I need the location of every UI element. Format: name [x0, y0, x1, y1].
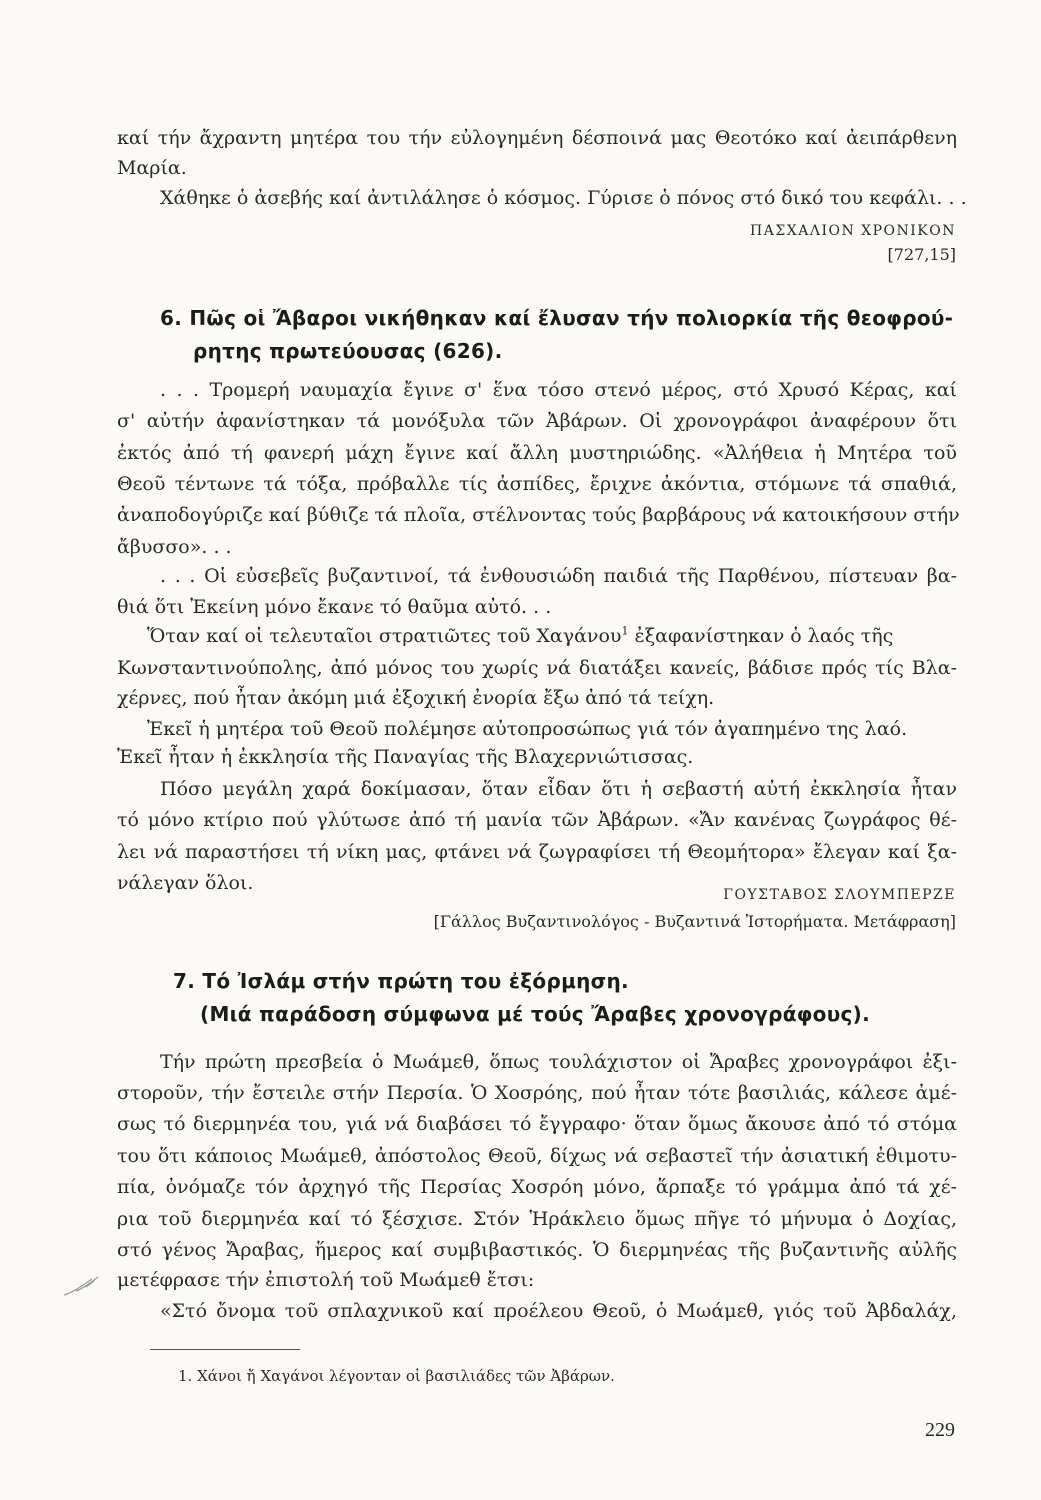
text-line: του ὅτι κάποιος Μωάμεθ, ἀπόστολος Θεοῦ, δίχως νά σεβαστεῖ τήν ἀσιατική ἐθιμοτυ-: [117, 1145, 957, 1167]
text-line: Ἐκεῖ ἡ μητέρα τοῦ Θεοῦ πολέμησε αὐτοπροσώπως γιά τόν ἀγαπημένο της λαό.: [147, 718, 908, 740]
text-line: Ἐκεῖ ἦταν ἡ ἐκκλησία τῆς Παναγίας τῆς Βλαχερνιώτισσας.: [117, 746, 694, 768]
text-line: Χάθηκε ὁ ἀσεβής καί ἀντιλάλησε ὁ κόσμος. Γύρισε ὁ πόνος στό δικό του κεφάλι. . .: [160, 187, 967, 209]
text-line: πία, ὀνόμαζε τόν ἀρχηγό τῆς Περσίας Χοσρόη μόνο, ἅρπαξε τό γράμμα ἀπό τά χέ-: [117, 1176, 957, 1198]
page-number: 229: [925, 1419, 955, 1441]
text-line: σ' αὐτήν ἀφανίστηκαν τά μονόξυλα τῶν Ἀβάρων. Οἱ χρονογράφοι ἀναφέρουν ὅτι: [117, 410, 957, 432]
footnote-marker: 1: [621, 624, 629, 638]
text-line: . . . Τρομερή ναυμαχία ἔγινε σ' ἕνα τόσο στενό μέρος, στό Χρυσό Κέρας, καί: [160, 379, 957, 401]
section-heading: ρητης πρωτεύουσας (626).: [193, 339, 503, 363]
text-line: . . . Οἱ εὐσεβεῖς βυζαντινοί, τά ἐνθουσιώδη παιδιά τῆς Παρθένου, πίστευαν βα-: [160, 565, 957, 587]
text-line: στοροῦν, τήν ἔστειλε στήν Περσία. Ὁ Χοσρόης, πού ἦταν τότε βασιλιάς, κάλεσε ἀμέ-: [117, 1082, 957, 1104]
section-heading: 7. Τό Ἰσλάμ στήν πρώτη του ἐξόρμηση.: [173, 969, 629, 993]
text-line: μετέφρασε τήν ἐπιστολή τοῦ Μωάμεθ ἔτσι:: [117, 1269, 535, 1291]
text-fragment: ἐξαφανίστηκαν ὁ λαός τῆς: [628, 625, 894, 647]
text-line: Κωνσταντινούπολης, ἀπό μόνος του χωρίς νά διατάξει κανείς, βάδισε πρός τίς Βλα-: [117, 657, 957, 679]
text-line: ἐκτός ἀπό τή φανερή μάχη ἔγινε καί ἄλλη μυστηριώδης. «Ἀλήθεια ἡ Μητέρα τοῦ: [117, 442, 957, 464]
text-line: στό γένος Ἄραβας, ἥμερος καί συμβιβαστικός. Ὁ διερμηνέας τῆς βυζαντινῆς αὐλῆς: [117, 1239, 957, 1261]
text-line: ρια τοῦ διερμηνέα καί τό ξέσχισε. Στόν Ἡράκλειο ὅμως πῆγε τό μήνυμα ὁ Δοχίας,: [117, 1208, 957, 1230]
source-attribution: ΠΑΣΧΑΛΙΟΝ ΧΡΟΝΙΚΟΝ: [750, 223, 956, 239]
text-line: καί τήν ἄχραντη μητέρα του τήν εὐλογημένη δέσποινά μας Θεοτόκο καί ἀειπάρθενη: [117, 127, 957, 149]
section-heading: 6. Πῶς οἱ Ἄβαροι νικήθηκαν καί ἔλυσαν τήν πολιορκία τῆς θεοφρού-: [160, 306, 954, 330]
text-line: Μαρία.: [117, 157, 187, 179]
pencil-mark-icon: [62, 1273, 104, 1299]
text-line: [147, 624, 893, 648]
text-line: χέρνες, πού ἦταν ἀκόμη μιά ἐξοχική ἐνορία ἔξω ἀπό τά τείχη.: [117, 687, 715, 709]
text-line: ἀναποδογύριζε καί βύθιζε τά πλοῖα, στέλνοντας τούς βαρβάρους νά κατοικήσουν στήν: [117, 504, 960, 526]
text-line: τό μόνο κτίριο πού γλύτωσε ἀπό τή μανία τῶν Ἀβάρων. «Ἄν κανένας ζωγράφος θέ-: [117, 809, 957, 831]
text-fragment: Ὅταν καί οἱ τελευταῖοι στρατιῶτες τοῦ Χαγάνου: [147, 625, 622, 647]
text-line: Τήν πρώτη πρεσβεία ὁ Μωάμεθ, ὅπως τουλάχιστον οἱ Ἄραβες χρονογράφοι ἐξι-: [160, 1051, 957, 1073]
text-line: Θεοῦ τέντωνε τά τόξα, πρόβαλλε τίς ἀσπίδες, ἔριχνε ἀκόντια, στόμωνε τά σπαθιά,: [117, 473, 957, 495]
source-attribution: ΓΟΥΣΤΑΒΟΣ ΣΛΟΥΜΠΕΡΖΕ: [723, 887, 956, 903]
footnote: 1. Χάνοι ἤ Χαγάνοι λέγονταν οἱ βασιλιάδες τῶν Ἀβάρων.: [178, 1367, 615, 1385]
source-reference: [Γάλλος Βυζαντινολόγος - Βυζαντινά Ἱστορήματα. Μετάφραση]: [433, 912, 956, 931]
text-line: ἄβυσσο». . .: [117, 536, 232, 558]
text-line: νάλεγαν ὅλοι.: [117, 872, 254, 894]
text-line: «Στό ὄνομα τοῦ σπλαχνικοῦ καί προέλεου Θεοῦ, ὁ Μωάμεθ, γιός τοῦ Ἀβδαλάχ,: [160, 1300, 957, 1322]
text-line: Πόσο μεγάλη χαρά δοκίμασαν, ὅταν εἶδαν ὅτι ἡ σεβαστή αὐτή ἐκκλησία ἦταν: [160, 778, 957, 800]
section-heading: (Μιά παράδοση σύμφωνα μέ τούς Ἄραβες χρονογράφους).: [200, 1002, 871, 1026]
text-line: λει νά παραστήσει τή νίκη μας, φτάνει νά ζωγραφίσει τή Θεομήτορα» ἔλεγαν καί ξα-: [117, 841, 957, 863]
text-line: θιά ὅτι Ἐκείνη μόνο ἔκανε τό θαῦμα αὐτό. . .: [117, 596, 552, 618]
text-line: σως τό διερμηνέα του, γιά νά διαβάσει τό ἔγγραφο· ὅταν ὅμως ἄκουσε ἀπό τό στόμα: [117, 1113, 957, 1135]
footnote-divider: [150, 1349, 300, 1350]
source-reference: [727,15]: [887, 245, 956, 264]
